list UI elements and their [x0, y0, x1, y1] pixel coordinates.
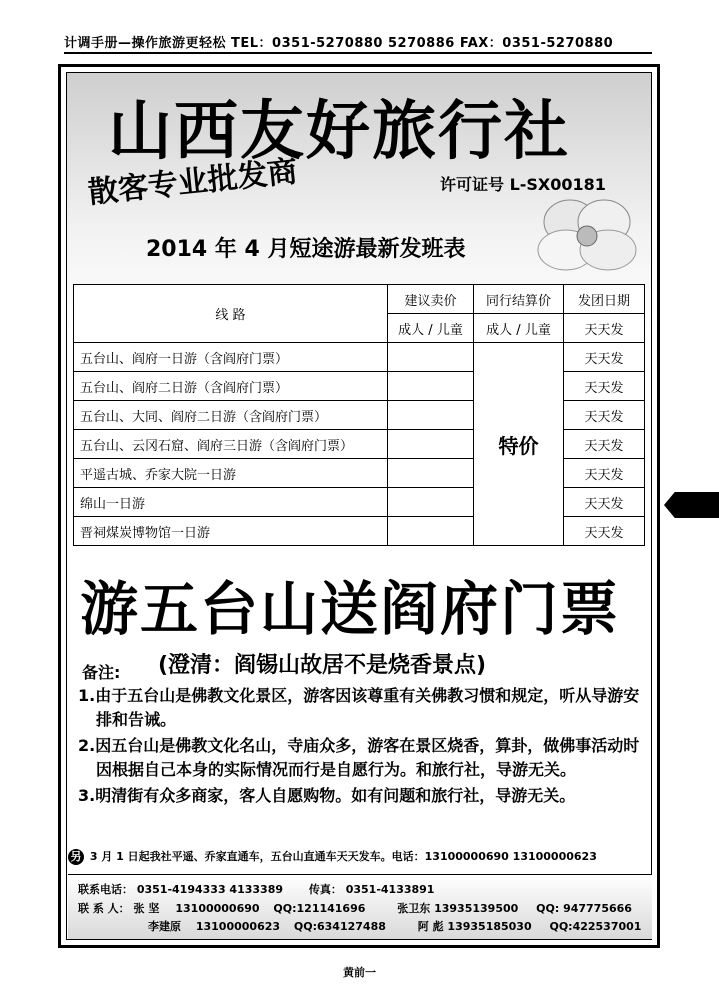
table-header-row	[74, 285, 645, 314]
peer-price-header: 同行结算价	[474, 285, 564, 314]
special-price-label: 特价	[498, 433, 539, 458]
route-cell: 五台山、云冈石窟、阎府三日游（含阎府门票）	[74, 430, 388, 459]
departure-subheader: 天天发	[564, 314, 645, 343]
person-name: 张卫东	[397, 902, 431, 915]
suggested-price-cell	[388, 372, 474, 401]
note-item: 1.由于五台山是佛教文化景区，游客因该尊重有关佛教习惯和规定，听从导游安排和告诫。	[78, 686, 640, 729]
person-tel: 13935139500	[434, 902, 519, 915]
person-label: 联 系 人：	[78, 902, 130, 915]
route-cell: 五台山、大同、阎府二日游（含阎府门票）	[74, 401, 388, 430]
person-name: 张 坚	[133, 902, 160, 915]
departure-cell: 天天发	[564, 343, 645, 372]
route-cell: 晋祠煤炭博物馆一日游	[74, 517, 388, 546]
suggested-price-cell	[388, 430, 474, 459]
suggested-price-header: 建议卖价	[388, 285, 474, 314]
note-item: 2.因五台山是佛教文化名山，寺庙众多，游客在景区烧香，算卦，做佛事活动时因根据自己本身的实际情况而行是自愿行为。和旅行社，导游无关。	[78, 736, 640, 779]
person-name: 阿 彪	[417, 920, 444, 933]
departure-cell: 天天发	[564, 459, 645, 488]
person-tel: 13100000690	[175, 902, 260, 915]
bus-notice	[68, 848, 652, 870]
route-cell: 五台山、阎府一日游（含阎府门票）	[74, 343, 388, 372]
departure-cell: 天天发	[564, 430, 645, 459]
route-header: 线 路	[74, 285, 388, 343]
special-price-cell	[474, 343, 564, 546]
phone-label: 联系电话：	[78, 883, 133, 896]
contact-box	[68, 874, 652, 939]
person-qq: QQ:634127488	[293, 920, 386, 933]
company-title: 山西友好旅行社	[108, 94, 570, 169]
route-cell: 绵山一日游	[74, 488, 388, 517]
suggested-price-cell	[388, 517, 474, 546]
suggested-price-cell	[388, 401, 474, 430]
person-name: 李建原	[148, 920, 181, 933]
flower-decoration-icon	[530, 192, 642, 282]
notes-label: 备注:	[82, 663, 121, 682]
page-edge-tab	[664, 492, 719, 518]
note-item: 3.明清街有众多商家，客人自愿购物。如有问题和旅行社，导游无关。	[78, 786, 576, 805]
schedule-table	[73, 284, 645, 546]
fax-value: 0351-4133891	[345, 883, 435, 896]
fax-label: 传真：	[308, 883, 342, 896]
peer-price-subheader: 成人 / 儿童	[474, 314, 564, 343]
contact-person-row-2	[148, 918, 641, 934]
slogan: 散客专业批发商	[86, 154, 300, 211]
departure-cell: 天天发	[564, 517, 645, 546]
contact-phone-row	[78, 881, 434, 897]
promo-headline: 游五台山送阎府门票	[80, 575, 621, 643]
person-tel: 13100000623	[195, 920, 281, 933]
route-cell: 五台山、阎府二日游（含阎府门票）	[74, 372, 388, 401]
suggested-price-cell	[388, 488, 474, 517]
person-qq: QQ:121141696	[273, 902, 366, 915]
notes-list	[78, 684, 648, 810]
suggested-price-cell	[388, 343, 474, 372]
schedule-subtitle: 2014 年 4 月短途游最新发班表	[146, 237, 466, 262]
departure-cell: 天天发	[564, 488, 645, 517]
suggested-price-cell	[388, 459, 474, 488]
departure-header: 发团日期	[564, 285, 645, 314]
person-qq: QQ: 947775666	[536, 902, 632, 915]
phone-value: 0351-4194333 4133389	[136, 883, 284, 896]
page-footer: 黄前一	[343, 966, 376, 979]
person-tel: 13935185030	[447, 920, 532, 933]
notice-text: 3 月 1 日起我社平遥、乔家直通车，五台山直通车天天发车。电话：13100000690 13100000623	[89, 850, 597, 863]
license-number: 许可证号 L-SX00181	[440, 175, 606, 194]
top-contact-bar: 计调手册—操作旅游更轻松 TEL：0351-5270880 5270886 FAX：0351-5270880	[64, 32, 652, 54]
departure-cell: 天天发	[564, 401, 645, 430]
person-qq: QQ:422537001	[549, 920, 642, 933]
clarification: (澄清：阎锡山故居不是烧香景点)	[158, 653, 487, 678]
contact-person-row	[78, 900, 632, 916]
departure-cell: 天天发	[564, 372, 645, 401]
suggested-price-subheader: 成人 / 儿童	[388, 314, 474, 343]
notice-circle-icon: 另	[68, 849, 84, 865]
route-cell: 平遥古城、乔家大院一日游	[74, 459, 388, 488]
table-row	[74, 343, 645, 372]
